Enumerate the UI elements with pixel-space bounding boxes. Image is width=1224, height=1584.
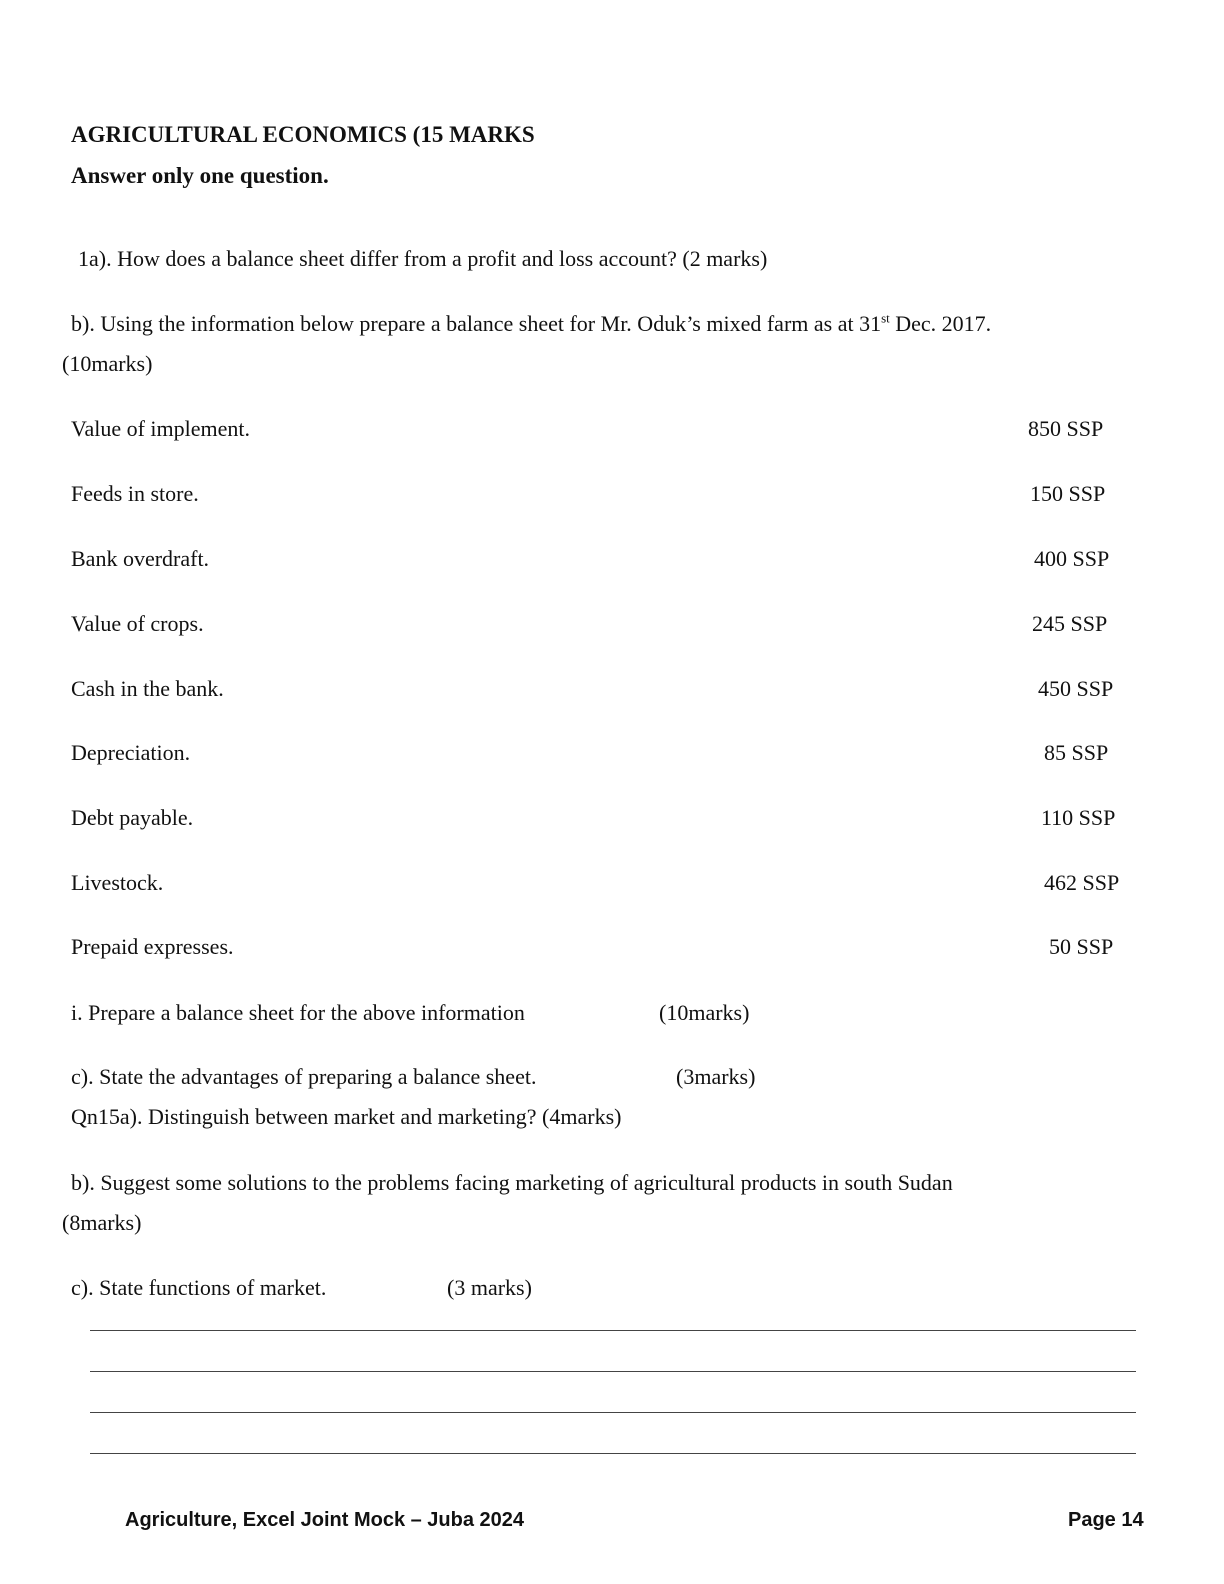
answer-line [90, 1330, 1136, 1331]
answer-line [90, 1453, 1136, 1454]
section-title: AGRICULTURAL ECONOMICS (15 MARKS [71, 122, 535, 147]
ordinal-suffix: st [881, 310, 890, 326]
item-value: 150 SSP [1030, 481, 1106, 506]
question-1c: c). State the advantages of preparing a balance sheet. [71, 1064, 537, 1089]
item-value: 400 SSP [1034, 546, 1110, 571]
question-15c-marks: (3 marks) [447, 1275, 532, 1300]
item-label: Cash in the bank. [71, 676, 224, 701]
item-label: Debt payable. [71, 805, 194, 830]
item-value: 50 SSP [1049, 934, 1114, 959]
question-1b [71, 311, 991, 337]
page-number: Page 14 [1068, 1509, 1144, 1531]
item-label: Feeds in store. [71, 481, 199, 506]
question-1b-marks: (10marks) [62, 351, 153, 376]
question-15c: c). State functions of market. [71, 1275, 327, 1300]
item-label: Value of implement. [71, 416, 251, 441]
answer-line [90, 1371, 1136, 1372]
instruction: Answer only one question. [71, 163, 329, 188]
question-15b-marks: (8marks) [62, 1210, 142, 1235]
item-value: 110 SSP [1041, 805, 1116, 830]
item-value: 850 SSP [1028, 416, 1104, 441]
question-15a: Qn15a). Distinguish between market and marketing? (4marks) [71, 1104, 622, 1129]
question-1b-date: Dec. 2017. [889, 311, 992, 336]
answer-line [90, 1412, 1136, 1413]
question-1b-text: b). Using the information below prepare a balance sheet for Mr. Oduk’s mixed farm as at 31 [71, 311, 882, 336]
question-1a: 1a). How does a balance sheet differ from a profit and loss account? (2 marks) [78, 246, 768, 271]
item-label: Prepaid expresses. [71, 934, 234, 959]
item-value: 245 SSP [1032, 611, 1108, 636]
question-15b: b). Suggest some solutions to the problems facing marketing of agricultural products in south Sudan [71, 1170, 953, 1195]
question-1b-i-marks: (10marks) [659, 1000, 750, 1025]
item-label: Value of crops. [71, 611, 204, 636]
item-value: 450 SSP [1038, 676, 1114, 701]
question-1c-marks: (3marks) [676, 1064, 756, 1089]
question-1b-i: i. Prepare a balance sheet for the above information [71, 1000, 525, 1025]
item-value: 85 SSP [1044, 740, 1109, 765]
item-label: Depreciation. [71, 740, 191, 765]
footer-title: Agriculture, Excel Joint Mock – Juba 2024 [125, 1509, 525, 1531]
item-value: 462 SSP [1044, 870, 1120, 895]
item-label: Bank overdraft. [71, 546, 210, 571]
item-label: Livestock. [71, 870, 164, 895]
